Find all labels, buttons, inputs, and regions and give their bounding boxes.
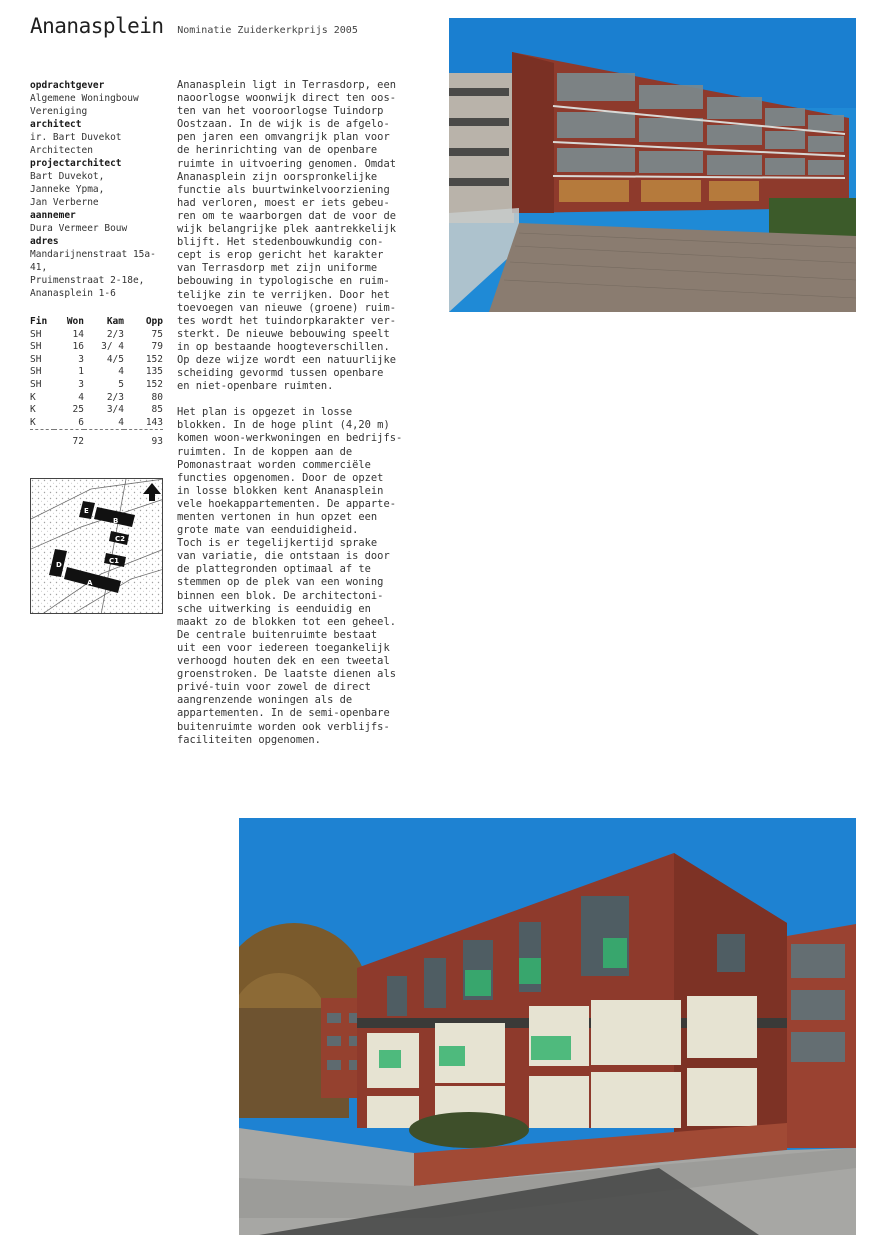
site-map-drawing	[31, 479, 163, 614]
table-cell: K	[30, 416, 36, 428]
table-cell: 4	[118, 366, 124, 378]
table-cell: 25	[72, 404, 84, 416]
table-cell: SH	[30, 341, 42, 353]
block-label: D	[56, 561, 62, 569]
table-cell: 152	[145, 353, 163, 365]
credit-value: Mandarijnenstraat 15a-41, Pruimenstraat 2-18e, Ananasplein 1-6	[30, 249, 156, 299]
table-cell: 143	[145, 416, 163, 428]
table-row	[30, 404, 163, 417]
column-header: Opp	[145, 316, 163, 327]
project-credits	[30, 79, 170, 300]
table-cell: 4	[118, 416, 124, 428]
table-cell: 2/3	[106, 391, 124, 403]
table-cell: 6	[78, 416, 84, 428]
column-header: Won	[66, 316, 84, 327]
page-subtitle: Nominatie Zuiderkerkprijs 2005	[177, 25, 358, 36]
table-cell: 80	[151, 391, 163, 403]
table-cell: 4/5	[106, 353, 124, 365]
table-cell: 4	[78, 391, 84, 403]
block-label: E	[84, 507, 89, 515]
credit-label: adres	[30, 236, 59, 247]
table-cell: 135	[145, 366, 163, 378]
table-row	[30, 366, 163, 379]
table-row	[30, 329, 163, 342]
column-header: Fin	[30, 316, 48, 327]
credit-value: Dura Vermeer Bouw	[30, 223, 128, 234]
block-label: C2	[115, 535, 126, 543]
credit-label: aannemer	[30, 210, 76, 221]
page-header	[30, 14, 358, 38]
photo-brick-building-corner	[239, 818, 856, 1235]
column-header: Kam	[106, 316, 124, 327]
table-cell: 3/4	[106, 404, 124, 416]
table-total-row	[30, 436, 163, 449]
table-cell: 3	[78, 353, 84, 365]
credit-value: ir. Bart Duvekot Architecten	[30, 132, 122, 156]
table-cell: 3/ 4	[101, 341, 124, 353]
table-cell: SH	[30, 366, 42, 378]
table-cell: 5	[118, 378, 124, 390]
photo-apartment-courtyard	[449, 18, 856, 312]
table-cell: K	[30, 404, 36, 416]
article-body	[177, 79, 417, 760]
page-title: Ananasplein	[30, 14, 164, 38]
table-cell: 2/3	[106, 328, 124, 340]
table-cell: SH	[30, 378, 42, 390]
table-cell: 79	[151, 341, 163, 353]
table-cell: 3	[78, 378, 84, 390]
table-row	[30, 354, 163, 367]
table-cell: SH	[30, 353, 42, 365]
table-cell: 14	[72, 328, 84, 340]
table-cell: K	[30, 391, 36, 403]
total-won: 72	[72, 436, 84, 448]
table-cell: 75	[151, 328, 163, 340]
table-row	[30, 417, 163, 430]
credit-value: Bart Duvekot, Janneke Ypma, Jan Verberne	[30, 171, 105, 208]
credit-label: opdrachtgever	[30, 80, 105, 91]
block-label: C1	[109, 557, 120, 565]
table-row	[30, 392, 163, 405]
table-header-row	[30, 316, 163, 329]
table-cell: SH	[30, 328, 42, 340]
credit-value: Algemene Woningbouw Vereniging	[30, 93, 139, 117]
table-row	[30, 341, 163, 354]
table-cell: 152	[145, 378, 163, 390]
table-cell: 85	[151, 404, 163, 416]
site-map	[30, 478, 163, 614]
table-cell: 16	[72, 341, 84, 353]
table-row	[30, 379, 163, 392]
credit-label: architect	[30, 119, 82, 130]
block-label: B	[113, 517, 119, 525]
body-paragraph: Ananasplein ligt in Terrasdorp, een naoorlogse woonwijk direct ten oos- ten van het vooroorlogse Tuindorp Oostzaan. In de wijk is de afgelo- pen jaren een omvangrijk plan voor de herinrichting van de openbare ruimte in uitvoering genomen. Omdat Ananasplein zijn oorspronkelijke functie als buurtwinkelvoorziening had verloren, moest er iets gebeu- ren om te waarborgen dat de voor de wijk belangrijke plek aantrekkelijk blijft. Het stedenbouwkundig con- cept is erop gericht het karakter van Terrasdorp met zijn uniforme bebouwing in typologische en ruim- telijke zin te verrijken. Door het toevoegen van nieuwe (groene) ruim- tes wordt het tuindorpkarakter ver- sterkt. De nieuwe bebouwing speelt in op bestaande hoogteverschillen. Op deze wijze wordt een natuurlijke scheiding gevormd tussen openbare en niet-openbare ruimten.	[177, 79, 396, 393]
total-opp: 93	[151, 436, 163, 448]
body-paragraph: Het plan is opgezet in losse blokken. In de hoge plint (4,20 m) komen woon-werkwoningen en bedrijfs- ruimten. In de koppen aan de Pomonastraat worden commerciële functies opgenomen. Door de opzet in losse blokken kent Ananasplein vele hoekappartementen. De apparte- menten vertonen in hun opzet een grote mate van eenduidigheid. Toch is er tegelijkertijd sprake van variatie, die ontstaan is door de plattegronden optimaal af te stemmen op de plek van een woning binnen een blok. De architectoni- sche uitwerking is eenduidig en maakt zo de blokken tot een geheel. De centrale buitenruimte bestaat uit een voor iedereen toegankelijk verhoogd houten dek en een tweetal groenstroken. De laatste dienen als privé-tuin voor zowel de direct aangrenzende woningen als de appartementen. In de semi-openbare buitenruimte worden ook verblijfs- faciliteiten opgenomen.	[177, 406, 403, 746]
housing-table	[30, 316, 163, 449]
block-label: A	[87, 579, 93, 587]
credit-label: projectarchitect	[30, 158, 122, 169]
table-cell: 1	[78, 366, 84, 378]
